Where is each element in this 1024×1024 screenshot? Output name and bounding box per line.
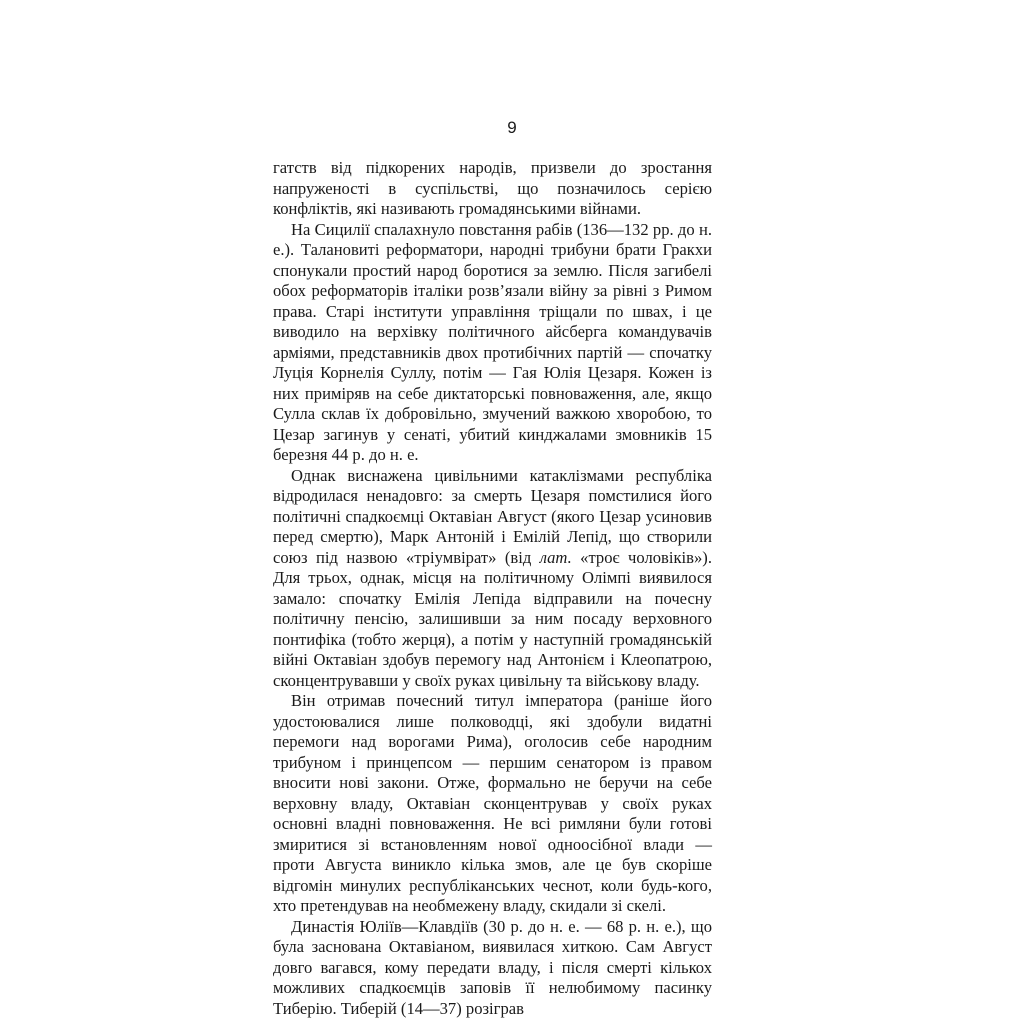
page-number: 9 [507,118,517,137]
paragraph-triumvirate [273,466,712,692]
paragraph-triumvirate-part-1: Однак виснажена цивільними катаклізмами республіка відродилася ненадовго: за смерть Цезаря помстилися його політичні спадкоємці Октавіан Август (якого Цезар усиновив перед смертю), Марк Антоній і Емілій Лепід, що створили союз під назвою «тріумвірат» (від [273,465,712,567]
body-text [273,158,712,1019]
latin-abbreviation: лат. [539,547,572,567]
paragraph-civil-wars: На Сицилії спалахнуло повстання рабів (136—132 рр. до н. е.). Талановиті реформатори, народні трибуни брати Гракхи спонукали простий народ боротися за землю. Після загибелі обох реформаторів італіки розв’язали війну за рівні з Римом права. Старі інститути управління тріщали по швах, і це виводило на верхівку політичного айсберга командувачів арміями, представників двох протибічних партій — спочатку Луція Корнелія Суллу, потім — Гая Юлія Цезаря. Кожен із них приміряв на себе диктаторські повноваження, але, якщо Сулла склав їх добровільно, змучений важкою хворобою, то Цезар загинув у сенаті, убитий кинджалами змовників 15 березня 44 р. до н. е. [273,219,712,464]
paragraph-julio-claudian: Династія Юліїв—Клавдіїв (30 р. до н. е. — 68 р. н. е.), що була заснована Октавіаном, виявилася хиткою. Сам Август довго вагався, кому передати владу, і після смерті кількох можливих спадкоємців заповів її нелюбимому пасинку Тиберію. Тиберій (14—37) розіграв [273,916,712,1018]
paragraph-emperor-title: Він отримав почесний титул імператора (раніше його удостоювалися лише полководці, які здобули видатні перемоги над ворогами Рима), оголосив себе народним трибуном і принцепсом — першим сенатором із правом вносити нові закони. Отже, формально не беручи на себе верховну владу, Октавіан сконцентрував у своїх руках основні владні повноваження. Не всі римляни були готові змиритися зі встановленням нової одноосібної влади — проти Августа виникло кілька змов, але це був скоріше відгомін минулих республіканських чеснот, коли будь-кого, хто претендував на необмежену владу, скидали зі скелі. [273,691,712,915]
paragraph-triumvirate-part-2: «троє чоловіків»). Для трьох, однак, місця на політичному Олімпі виявилося замало: спочатку Емілія Лепіда відправили на почесну політичну пенсію, залишивши за ним посаду верховного понтифіка (тобто жерця), а потім у наступній громадянській війні Октавіан здобув перемогу над Антонієм і Клеопатрою, сконцентрувавши у своїх руках цивільну та військову владу. [273,547,712,690]
paragraph-continuation: гатств від підкорених народів, призвели до зростання напруженості в суспільстві, що позначилось серією конфліктів, які називають громадянськими війнами. [273,158,712,218]
